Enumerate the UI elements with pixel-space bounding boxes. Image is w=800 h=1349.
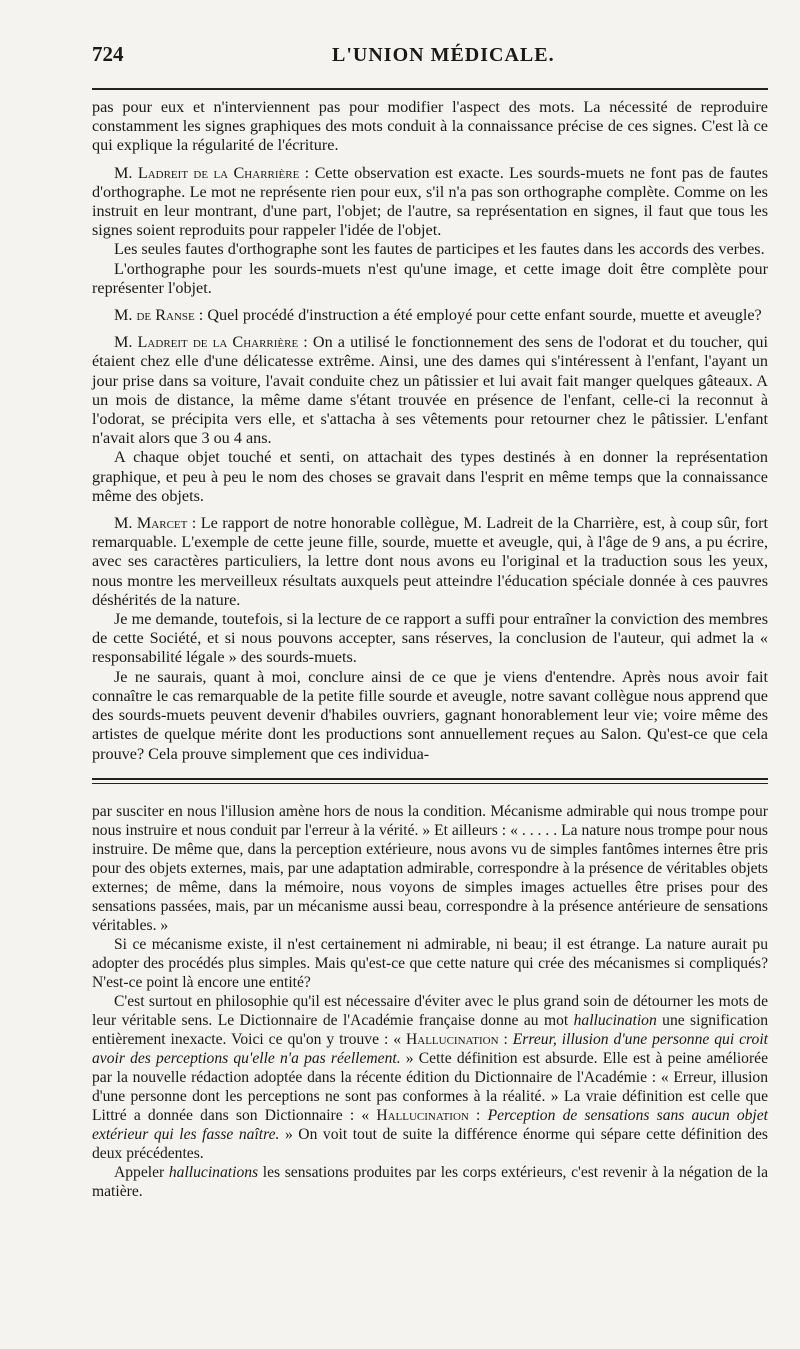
text-run: les sensations produites par les corps extérieurs, c'est revenir à la négation de la matière. (92, 1163, 768, 1200)
paragraph: A chaque objet touché et senti, on attachait des types destinés à en donner la représentation graphique, et peu à peu le nom des choses se gravait dans l'esprit en même temps que la connaissance même des objets. (92, 448, 768, 505)
paragraph (92, 164, 768, 241)
paragraph: Les seules fautes d'orthographe sont les fautes de participes et les fautes dans les accords des verbes. (114, 240, 765, 259)
text-run: » On voit tout de suite la différence énorme qui sépare cette définition des deux précédentes. (92, 1125, 768, 1162)
paragraph: Je me demande, toutefois, si la lecture de ce rapport a suffi pour entraîner la conviction des membres de cette Société, et si nous pouvons accepter, sans réserves, la conclusion de l'auteur, qui admet la « responsabilité légale » des sourds-muets. (92, 610, 768, 667)
italic-term: hallucination (573, 1011, 657, 1029)
speaker-text: Cette observation est exacte. Les sourds-muets ne font pas de fautes d'orthographe. Le mot ne représente rien pour eux, s'il n'a pas son orthographe complète. Comme on les instruit en leur montrant, d'une part, l'objet; de l'autre, sa représentation en signes, il faut que tous les signes soient reproduits pour rappeler l'idée de l'objet. (92, 163, 769, 240)
main-text (92, 98, 768, 764)
text-run: une signification entièrement inexacte. Voici ce qu'on y trouve : « (92, 1011, 769, 1048)
page-header (92, 42, 768, 82)
italic-term: hallucinations (168, 1163, 259, 1181)
text-run: : (468, 1106, 488, 1124)
dictionary-term: Hallucination (376, 1106, 469, 1124)
dictionary-definition: Erreur, illusion d'une personne qui croit avoir des perceptions qu'elle n'a pas réellement. (92, 1030, 768, 1067)
header-rule (92, 88, 768, 90)
speaker-name: M. de Ranse : (114, 306, 204, 325)
page-number: 724 (92, 42, 124, 66)
speaker-name: M. Ladreit de la Charrière : (114, 333, 308, 352)
paragraph: pas pour eux et n'interviennent pas pour modifier l'aspect des mots. La nécessité de reproduire constamment les signes graphiques des mots conduit à la connaissance précise de ces signes. C'est là ce qui explique la régularité de l'écriture. (92, 98, 768, 155)
running-title: L'UNION MÉDICALE. (332, 44, 555, 66)
footnote-divider (92, 778, 768, 784)
text-run: » Cette définition est absurde. Elle est à peine améliorée par la nouvelle rédaction adoptée dans la récente édition du Dictionnaire de l'Académie : « Erreur, illusion d'une personne dont les perceptions ne sont pas conformes à la réalité. » La vraie définition est celle que Littré a donnée dans son Dictionnaire : « (92, 1049, 768, 1124)
footnote-paragraph (92, 1163, 768, 1201)
speaker-name: M. Ladreit de la Charrière : (114, 163, 310, 182)
paragraph (92, 333, 768, 448)
speaker-name: M. Marcet : (114, 514, 197, 533)
paragraph: L'orthographe pour les sourds-muets n'est qu'une image, et cette image doit être complète pour représenter l'objet. (92, 259, 768, 297)
paragraph: Je ne saurais, quant à moi, conclure ainsi de ce que je viens d'entendre. Après nous avoir fait connaître le cas remarquable de la petite fille sourde et aveugle, notre savant collègue nous apprend que des sourds-muets peuvent devenir d'habiles ouvriers, gagnant honorablement leur vie; voire même des artistes de quelque mérite dont les productions sont annuellement reçues au Salon. Qu'est-ce que cela prouve? Cela prouve simplement que ces individua- (92, 667, 768, 763)
dictionary-term: Hallucination (406, 1030, 499, 1048)
text-run: C'est surtout en philosophie qu'il est nécessaire d'éviter avec le plus grand soin de détourner les mots de leur véritable sens. Le Dictionnaire de l'Académie française donne au mot (92, 992, 768, 1029)
text-run: : (498, 1030, 513, 1048)
paragraph (92, 306, 768, 325)
footnote-paragraph: par susciter en nous l'illusion amène hors de nous la condition. Mécanisme admirable qui nous trompe pour nous instruire et nous conduit par l'erreur à la vérité. » Et ailleurs : « . . . . . La nature nous trompe pour nous instruire. De même que, dans la perception extérieure, nous avons vu de simples fantômes internes être pris pour des objets externes, mais, par une adaptation admirable, correspondre à la présence de véritables objets externes; de même, dans la mémoire, nous voyons de simples images actuelles être prises pour des sensations passées, mais, par un mécanisme aussi beau, correspondre à la présence antérieure de sensations véritables. » (92, 802, 768, 934)
paragraph (92, 514, 768, 610)
speaker-text: Quel procédé d'instruction a été employé pour cette enfant sourde, muette et aveugle? (207, 306, 762, 325)
footnote-text (92, 802, 768, 1201)
footnote-paragraph (92, 992, 768, 1163)
dictionary-definition: Perception de sensations sans aucun objet extérieur qui les fasse naître. (92, 1106, 769, 1143)
text-run: Appeler (114, 1163, 169, 1181)
speaker-text: Le rapport de notre honorable collègue, M. Ladreit de la Charrière, est, à coup sûr, fort remarquable. L'exemple de cette jeune fille, sourde, muette et aveugle, qui, à l'âge de 9 ans, a pu écrire, avec ses caractères particuliers, la lettre dont nous avons eu l'original et la traduction sous les yeux, nous montre les merveilleux résultats auxquels peut atteindre l'éducation spéciale donnée à ces pauvres déshérités de la nature. (92, 514, 768, 609)
speaker-text: On a utilisé le fonctionnement des sens de l'odorat et du toucher, qui étaient chez elle d'une délicatesse extrême. Ainsi, une des dames qui s'intéressent à l'enfant, l'ayant un jour prise dans sa voiture, l'avait conduite chez un pâtissier et lui avait fait manger quelques gâteaux. A un mois de distance, la même dame s'étant trouvée en présence de l'enfant, celle-ci la reconnut à l'odorat, se précipita vers elle, et s'attacha à ses vêtements pour retourner chez le pâtissier. L'enfant n'avait alors que 3 ou 4 ans. (92, 333, 768, 448)
footnote-paragraph: Si ce mécanisme existe, il n'est certainement ni admirable, ni beau; il est étrange. La nature aurait pu adopter des procédés plus simples. Mais qu'est-ce que cette nature qui crée des mécanismes si compliqués? N'est-ce point là encore une entité? (92, 935, 768, 991)
